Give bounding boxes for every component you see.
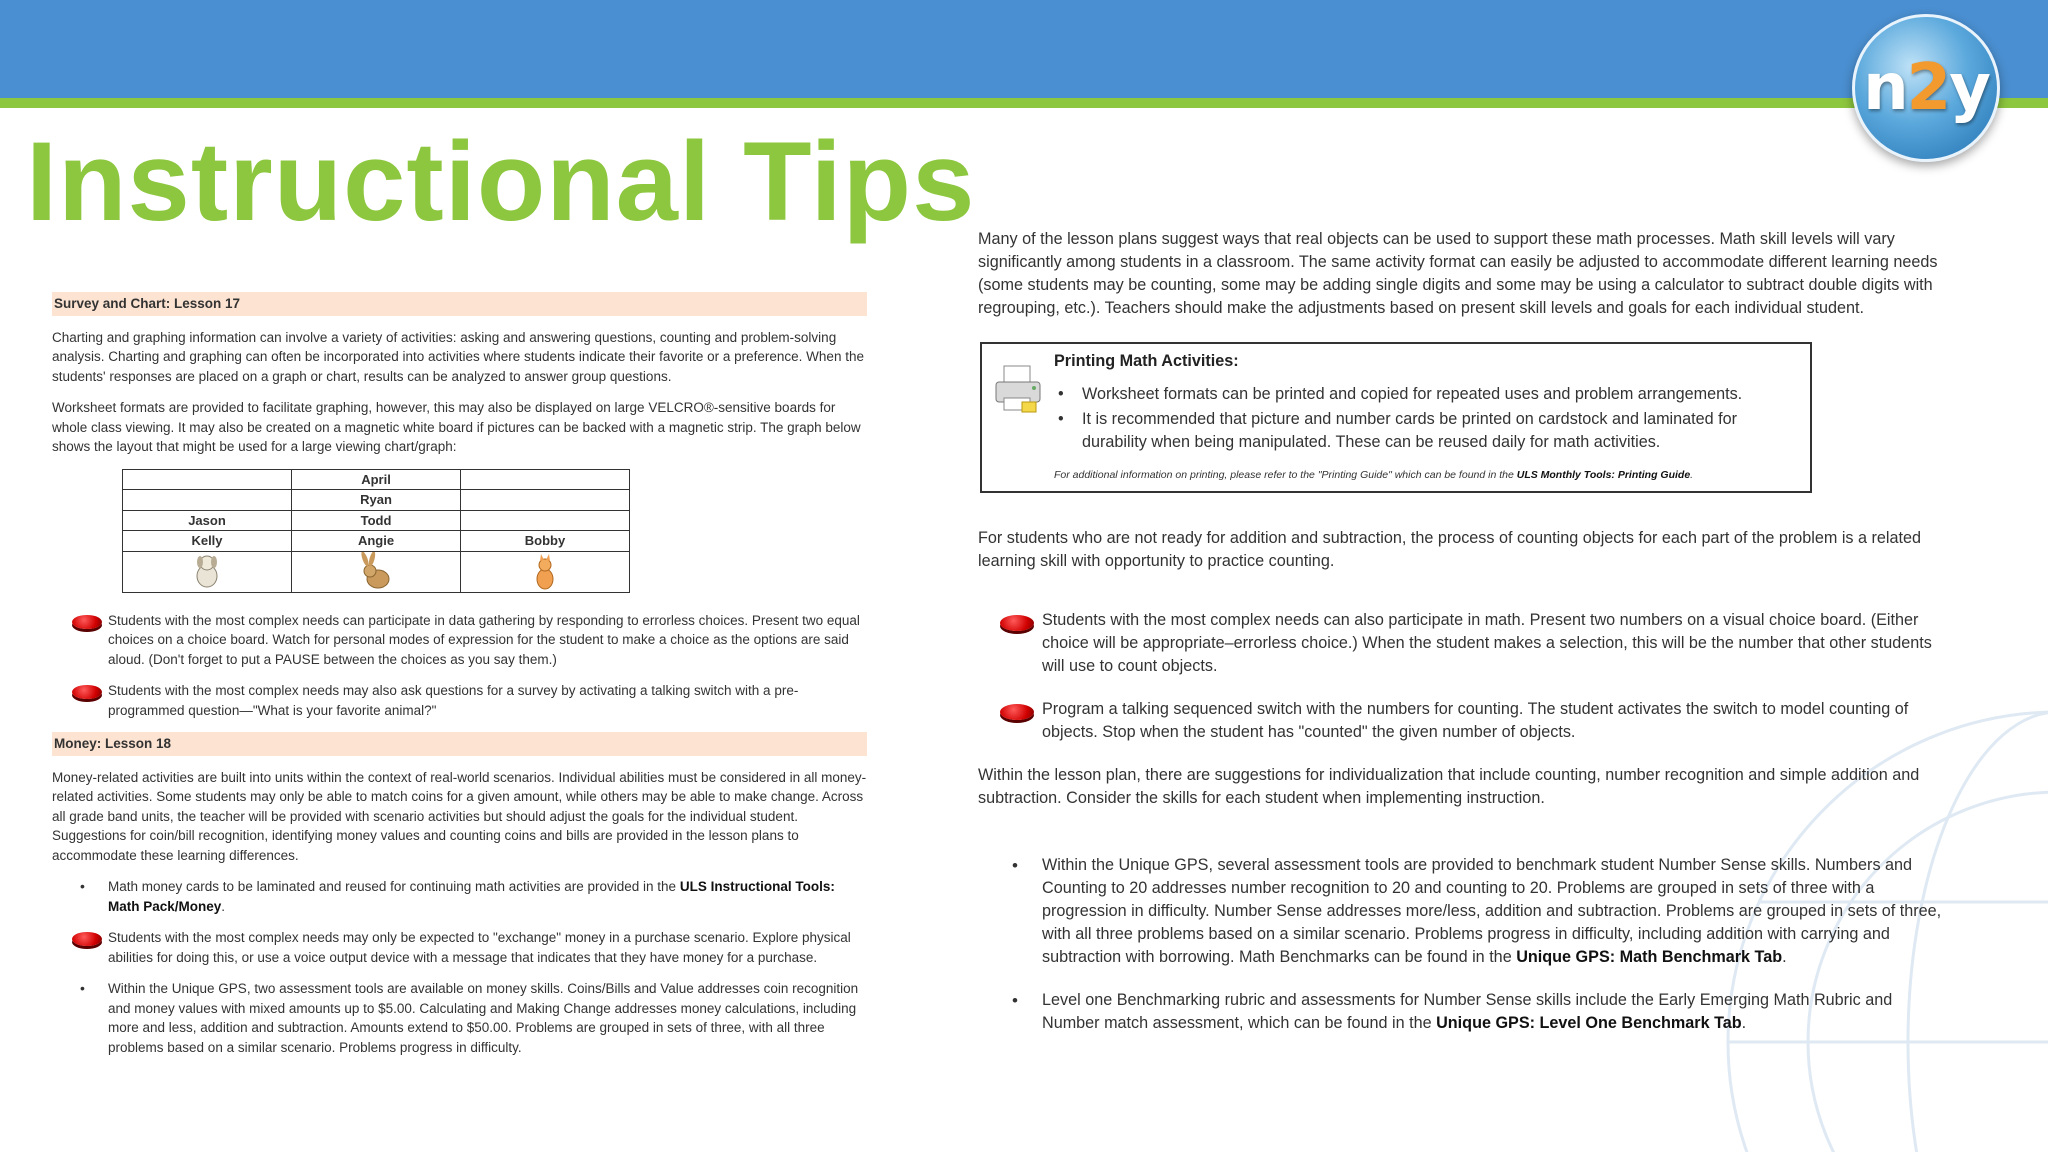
switch-bullet (978, 698, 1948, 744)
cat-icon (461, 551, 630, 592)
print-box-item (1054, 408, 1800, 454)
bullet-text: It is recommended that picture and number cards be printed on cardstock and laminated for durability when being manipulated. These can be reused daily for math activities. (1082, 410, 1738, 451)
dot-bullet (978, 989, 1948, 1035)
lesson17-paragraph-2: Worksheet formats are provided to facilitate graphing, however, this may also be displayed on large VELCRO®-sensitive boards for whole class viewing. It may also be created on a magnetic white board if pictures can be backed with a magnetic strip. The graph below shows the layout that might be used for a large viewing chart/graph: (52, 400, 861, 454)
bullet-text: Within the Unique GPS, two assessment tools are available on money skills. Coins/Bills and Value addresses coin recognition and money values with mixed amounts up to $5.00. Calculating and Making Change addresses money calculations, including more and less, addition and subtraction. Amounts extend to $50.00. Problems are grouped in sets of three, with all three problems based on a similar scenario. Problems progress in difficulty. (108, 981, 859, 1055)
bullet-bold-text: ULS Instructional Tools: Math Pack/Money (108, 879, 835, 914)
dog-icon (123, 551, 292, 592)
red-switch-icon (1000, 704, 1034, 720)
top-banner (0, 0, 2048, 98)
red-switch-icon (72, 685, 102, 699)
red-switch-icon (72, 932, 102, 946)
bullet-bold-text: Unique GPS: Math Benchmark Tab (1516, 948, 1783, 966)
slide-title: Instructional Tips (26, 119, 976, 244)
table-cell: Ryan (292, 490, 461, 511)
bullet-dot-icon: • (1058, 410, 1064, 428)
print-box-title: Printing Math Activities: (1054, 352, 1239, 370)
dot-bullet (978, 854, 1948, 969)
n2y-logo (1852, 14, 2000, 162)
red-switch-icon (1000, 615, 1034, 631)
intro-paragraph: Many of the lesson plans suggest ways that real objects can be used to support these math processes. Math skill levels will vary significantly among students in a classroom. The same activity format can easily be adjusted to accommodate different learning needs (some students may be counting, some may be adding single digits and some may be using a calculator to subtract double digits with regrouping, etc.). Teachers should make the adjustments based on present skill levels and goals for each individual student. (978, 230, 1938, 317)
bullet-text-end: . (1782, 948, 1787, 966)
table-cell: Bobby (461, 531, 630, 552)
bullet-dot-icon: • (80, 878, 85, 894)
table-cell: Todd (292, 510, 461, 531)
table-cell (123, 469, 292, 490)
favorite-animal-chart (122, 469, 630, 593)
lesson17-paragraph-1: Charting and graphing information can involve a variety of activities: asking and answering questions, counting and problem-solving analysis. Charting and graphing can often be incorporated into activities where students indicate their favorite or a preference. When the students' responses are placed on a graph or chart, results can be analyzed to answer group questions. (52, 329, 864, 384)
table-cell (461, 510, 630, 531)
table-row-pictures (123, 551, 630, 592)
rabbit-icon (292, 551, 461, 592)
note-text-end: . (1690, 469, 1694, 481)
left-document (52, 292, 867, 1069)
bullet-text-end: . (221, 898, 226, 914)
bullet-dot-icon: • (1012, 856, 1018, 875)
table-cell (461, 469, 630, 490)
note-bold-text: ULS Monthly Tools: Printing Guide (1516, 469, 1691, 481)
table-row (123, 490, 630, 511)
bullet-text: Students with the most complex needs can participate in data gathering by responding to errorless choices. Present two equal choices on a choice board. Watch for personal modes of expression for the student to make a choice as the options are said aloud. (Don't forget to put a PAUSE between the choices as you say them.) (108, 612, 860, 667)
bullet-bold-text: Unique GPS: Level One Benchmark Tab (1436, 1014, 1742, 1032)
printing-tips-box (980, 342, 1812, 493)
table-row (123, 510, 630, 531)
print-box-note (1054, 464, 1800, 487)
table-row (123, 469, 630, 490)
bullet-text: Worksheet formats can be printed and copied for repeated uses and problem arrangements. (1082, 385, 1743, 403)
printer-icon (992, 362, 1046, 416)
bullet-text: Students with the most complex needs can also participate in math. Present two numbers on a visual choice board. (Either choice will be appropriate–errorless choice.) When the student makes a selection, this will be the number that other students will use to count objects. (1042, 611, 1932, 675)
bullet-dot-icon: • (80, 980, 85, 996)
logo-wordmark: n2y (1863, 51, 1989, 125)
bullet-text: Level one Benchmarking rubric and assessments for Number Sense skills include the Early Emerging Math Rubric and Number match assessment, which can be found in the (1042, 991, 1893, 1032)
table-cell (461, 490, 630, 511)
switch-bullet (52, 681, 867, 720)
switch-bullet (52, 611, 867, 670)
bullet-text: Within the Unique GPS, several assessment tools are provided to benchmark student Number Sense skills. Numbers and Counting to 20 addresses number recognition to 20 and counting to 20. Problems are grouped in sets of three with a progression in difficulty. Number Sense addresses more/less, addition and subtraction. Problems are grouped in sets of three, with all three problems based on a similar scenario. Problems progress in difficulty, including addition with carrying and subtraction with borrowing. Math Benchmarks can be found in the (1042, 856, 1942, 966)
note-text: For additional information on printing, please refer to the "Printing Guide" which can be found in the (1054, 469, 1517, 481)
table-cell: Angie (292, 531, 461, 552)
bullet-dot-icon: • (1012, 991, 1018, 1010)
counting-paragraph: For students who are not ready for addition and subtraction, the process of counting objects for each part of the problem is a related learning skill with opportunity to practice counting. (978, 529, 1922, 570)
print-box-item (1054, 383, 1800, 406)
switch-bullet (52, 928, 867, 967)
table-cell: Kelly (123, 531, 292, 552)
bullet-dot-icon: • (1058, 385, 1064, 403)
table-cell: April (292, 469, 461, 490)
dot-bullet (52, 979, 867, 1057)
lesson18-paragraph: Money-related activities are built into units within the context of real-world scenarios. Individual abilities must be considered in all money-related activities. Some students may only be able to match coins for a given amount, while others may be able to make change. Across all grade band units, the teacher will be provided with scenario activities but should adjust the goals for the individual student. Suggestions for coin/bill recognition, identifying money values and counting coins and bills are provided in the lesson plans to accommodate these learning differences. (52, 769, 867, 863)
table-cell (123, 490, 292, 511)
lesson17-heading: Survey and Chart: Lesson 17 (52, 292, 867, 316)
bullet-text-end: . (1741, 1014, 1747, 1032)
bullet-text: Students with the most complex needs may also ask questions for a survey by activating a talking switch with a pre-programmed question—"What is your favorite animal?" (108, 683, 799, 718)
accent-stripe (0, 98, 2048, 108)
bullet-text: Math money cards to be laminated and reused for continuing math activities are provided in the (108, 879, 680, 894)
table-cell: Jason (123, 510, 292, 531)
dot-bullet (52, 877, 867, 916)
lesson18-heading: Money: Lesson 18 (52, 732, 867, 756)
bullet-text: Students with the most complex needs may only be expected to "exchange" money in a purchase scenario. Explore physical abilities for doing this, or use a voice output device with a message that indicates that they have money for a purchase. (108, 930, 851, 965)
switch-bullet (978, 609, 1948, 678)
bullet-text: Program a talking sequenced switch with the numbers for counting. The student activates the switch to model counting of objects. Stop when the student has "counted" the given number of objects. (1042, 700, 1909, 741)
table-row (123, 531, 630, 552)
individualization-paragraph: Within the lesson plan, there are suggestions for individualization that include counting, number recognition and simple addition and subtraction. Consider the skills for each student when implementing instruction. (978, 766, 1920, 807)
right-document (978, 228, 1948, 1055)
red-switch-icon (72, 615, 102, 629)
